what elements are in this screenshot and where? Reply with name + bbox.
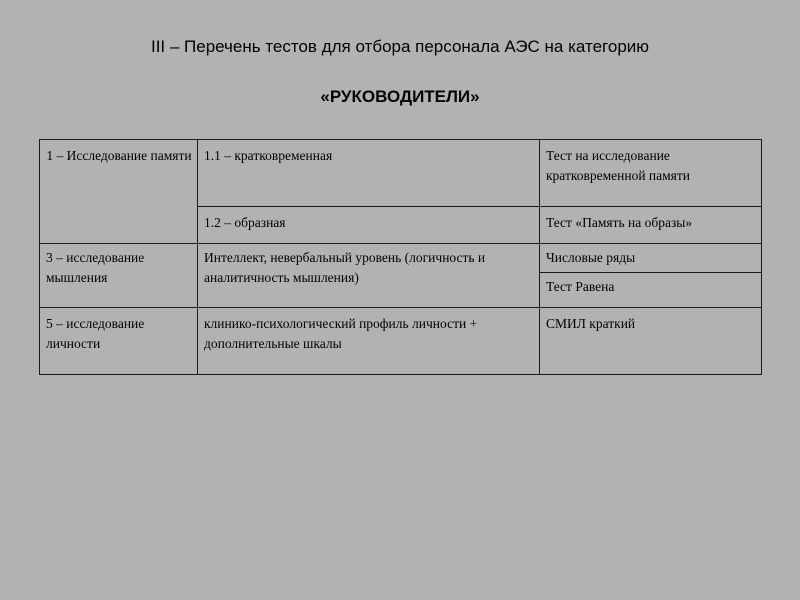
area-cell: 1 – Исследование памяти — [40, 140, 198, 244]
aspect-cell: 1.2 – образная — [198, 207, 540, 244]
test-cell: Тест «Память на образы» — [540, 207, 762, 244]
tests-table — [39, 139, 762, 375]
aspect-cell: клинико-психологический профиль личности + дополнительные шкалы — [198, 308, 540, 375]
table-row — [40, 308, 762, 375]
aspect-cell: 1.1 – кратковременная — [198, 140, 540, 207]
test-cell: Тест на исследование кратковременной памяти — [540, 140, 762, 207]
aspect-cell: Интеллект, невербальный уровень (логичность и аналитичность мышления) — [198, 244, 540, 308]
test-cell: СМИЛ краткий — [540, 308, 762, 375]
area-cell: 5 – исследование личности — [40, 308, 198, 375]
slide-title: III – Перечень тестов для отбора персонала АЭС на категорию — [150, 37, 650, 56]
slide-subtitle: «РУКОВОДИТЕЛИ» — [320, 87, 480, 106]
area-cell: 3 – исследование мышления — [40, 244, 198, 308]
table-row — [40, 244, 762, 273]
test-cell: Числовые ряды — [540, 244, 762, 273]
test-cell: Тест Равена — [540, 273, 762, 308]
table-row — [40, 140, 762, 207]
